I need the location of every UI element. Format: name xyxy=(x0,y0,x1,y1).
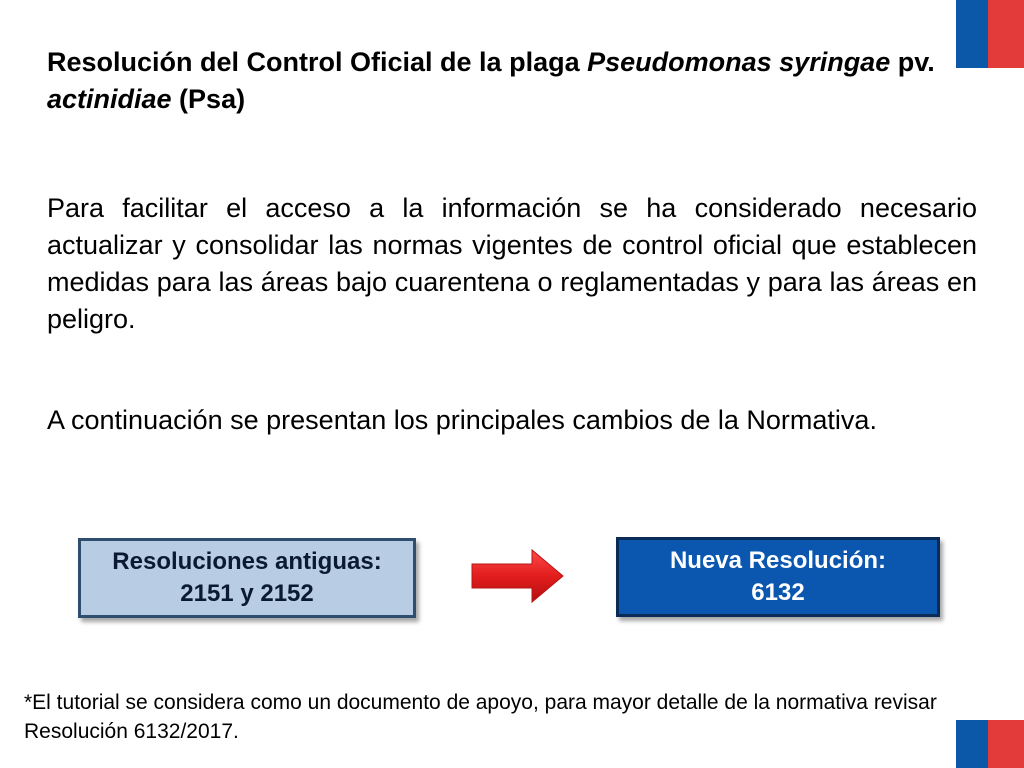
new-resolution-label: Nueva Resolución: xyxy=(669,547,887,574)
intro-paragraph: Para facilitar el acceso a la información se ha considerado necesario actualizar y consolidar las normas vigentes de control oficial que establecen medidas para las áreas bajo cuarentena o reglamentadas y para las áreas en peligro. xyxy=(47,193,977,334)
flag-corner-bottom xyxy=(956,720,1024,768)
flag-corner-top xyxy=(956,0,1024,68)
old-resolutions-label: Resoluciones antiguas: xyxy=(112,548,382,575)
title-part-3: pv. xyxy=(890,47,935,77)
footnote: *El tutorial se considera como un documento de apoyo, para mayor detalle de la normativa revisar Resolución 6132/2017. xyxy=(24,691,937,743)
title-italic-species: syringae xyxy=(779,47,891,77)
right-arrow-icon xyxy=(470,548,565,604)
title-italic-pathovar: actinidiae xyxy=(47,84,172,114)
flag-red-stripe-bottom xyxy=(988,720,1024,768)
flag-red-stripe xyxy=(988,0,1024,68)
changes-paragraph: A continuación se presentan los principales cambios de la Normativa. xyxy=(47,405,877,435)
slide-title xyxy=(47,44,947,118)
title-part-4: (Psa) xyxy=(171,84,246,114)
title-italic-genus: Pseudomonas xyxy=(587,47,772,77)
flag-blue-stripe xyxy=(956,0,988,68)
old-resolutions-box xyxy=(78,538,416,618)
new-resolution-number: 6132 xyxy=(751,579,805,606)
new-resolution-box xyxy=(616,537,940,617)
title-part-1: Resolución del Control Oficial de la plaga xyxy=(47,47,588,77)
old-resolutions-numbers: 2151 y 2152 xyxy=(180,580,314,607)
flag-blue-stripe-bottom xyxy=(956,720,988,768)
